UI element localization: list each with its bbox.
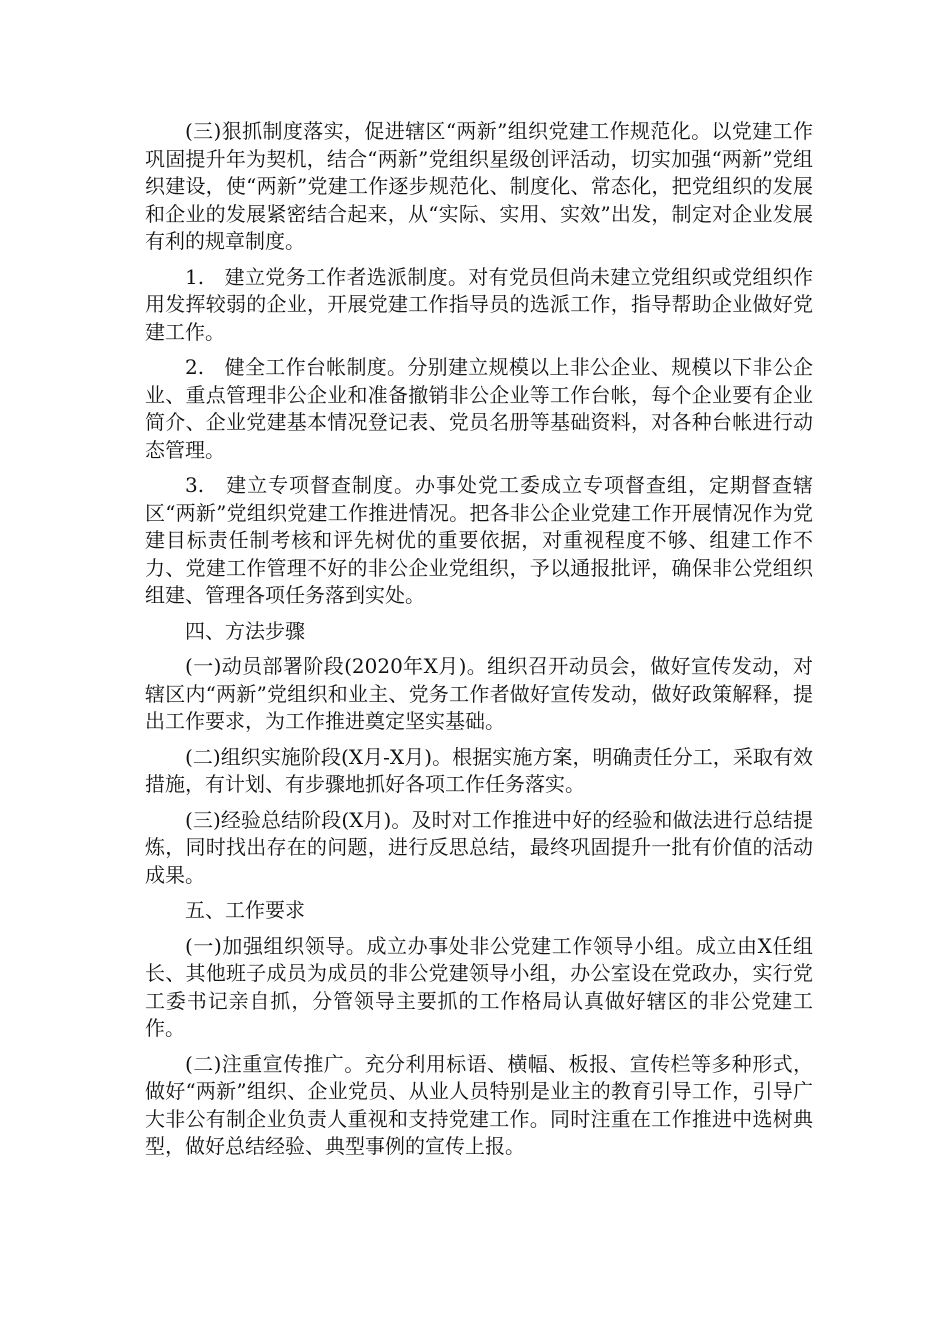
paragraph-requirement-1: (一)加强组织领导。成立办事处非公党建工作领导小组。成立由X任组长、其他班子成员为成员的非公党建领导小组，办公室设在党政办，实行党工委书记亲自抓，分管领导主要抓的工作格局认真做好辖区的非公党建工作。 (145, 933, 813, 1040)
heading-section-5: 五、工作要求 (185, 898, 305, 922)
paragraph-stage-3: (三)经验总结阶段(X月)。及时对工作推进中好的经验和做法进行总结提炼，同时找出存在的问题，进行反思总结，最终巩固提升一批有价值的活动成果。 (145, 807, 813, 887)
document-page (145, 118, 813, 1169)
paragraph-section-3-intro: (三)狠抓制度落实，促进辖区“两新”组织党建工作规范化。以党建工作巩固提升年为契机，结合“两新”党组织星级创评活动，切实加强“两新”党组织建设，使“两新”党建工作逐步规范化、制度化、常态化，把党组织的发展和企业的发展紧密结合起来，从“实际、实用、实效”出发，制定对企业发展有利的规章制度。 (145, 119, 813, 253)
paragraph-stage-1: (一)动员部署阶段(2020年X月)。组织召开动员会，做好宣传发动，对辖区内“两新”党组织和业主、党务工作者做好宣传发动，做好政策解释，提出工作要求，为工作推进奠定坚实基础。 (145, 654, 813, 733)
paragraph-item-1: 1. 建立党务工作者选派制度。对有党员但尚未建立党组织或党组织作用发挥较弱的企业，开展党建工作指导员的选派工作，指导帮助企业做好党建工作。 (145, 264, 813, 344)
paragraph-stage-2: (二)组织实施阶段(X月-X月)。根据实施方案，明确责任分工，采取有效措施，有计划、有步骤地抓好各项工作任务落实。 (145, 744, 813, 796)
paragraph-item-2: 2. 健全工作台帐制度。分别建立规模以上非公企业、规模以下非公企业、重点管理非公企业和准备撤销非公企业等工作台帐，每个企业要有企业简介、企业党建基本情况登记表、党员名册等基础资料，对各种台帐进行动态管理。 (145, 355, 813, 462)
heading-section-4: 四、方法步骤 (185, 618, 305, 643)
paragraph-item-3: 3. 建立专项督查制度。办事处党工委成立专项督查组，定期督查辖区“两新”党组织党建工作推进情况。把各非公企业党建工作开展情况作为党建目标责任制考核和评先树优的重要依据，对重视程度不够、组建工作不力、党建工作管理不好的非公企业党组织，予以通报批评，确保非公党组织组建、管理各项任务落到实处。 (145, 473, 813, 607)
paragraph-requirement-2: (二)注重宣传推广。充分利用标语、横幅、板报、宣传栏等多种形式，做好“两新”组织、企业党员、从业人员特别是业主的教育引导工作，引导广大非公有制企业负责人重视和支持党建工作。同时注重在工作推进中选树典型，做好总结经验、典型事例的宣传上报。 (145, 1051, 813, 1158)
